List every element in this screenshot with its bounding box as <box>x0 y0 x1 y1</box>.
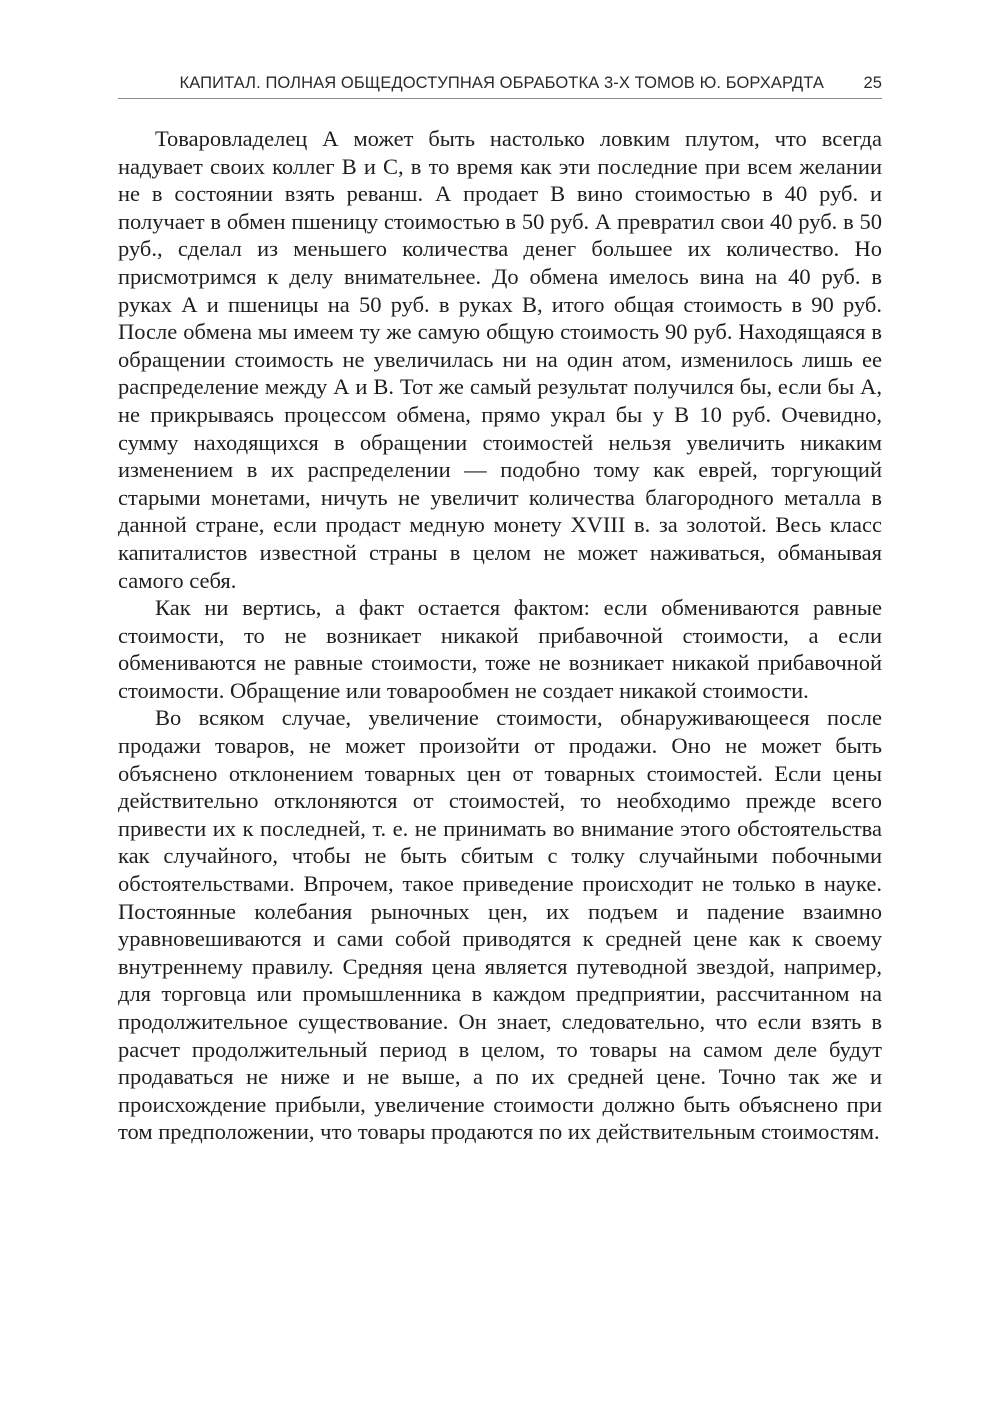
body-text <box>118 125 882 1146</box>
paragraph: Товаровладелец А может быть настолько ловким плутом, что всегда надувает своих коллег В и С, в то время как эти последние при всем желании не в состоянии взять реванш. А продает В вино стоимостью в 40 руб. и получает в обмен пшеницу стоимостью в 50 руб. А превратил свои 40 руб. в 50 руб., сделал из меньшего количества денег большее их количество. Но присмотримся к делу внимательнее. До обмена имелось вина на 40 руб. в руках А и пшеницы на 50 руб. в руках В, итого общая стоимость в 90 руб. После обмена мы имеем ту же самую общую стоимость 90 руб. Находящаяся в обращении стоимость не увеличилась ни на один атом, изменилось лишь ее распределение между А и В. Тот же самый результат получился бы, если бы А, не прикрываясь процессом обмена, прямо украл бы у В 10 руб. Очевидно, сумму находящихся в обращении стоимостей нельзя увеличить никаким изменением в их распределении — подобно тому как еврей, торгующий старыми монетами, ничуть не увеличит количества благородного металла в данной стране, если продаст медную монету XVIII в. за золотой. Весь класс капиталистов известной страны в целом не может наживаться, обманывая самого себя. <box>118 126 882 593</box>
paragraph: Во всяком случае, увеличение стоимости, обнаруживающееся после продажи товаров, не может произойти от продажи. Оно не может быть объяснено отклонением товарных цен от товарных стоимостей. Если цены действительно отклоняются от стоимостей, то необходимо прежде всего привести их к последней, т. е. не принимать во внимание этого обстоятельства как случайного, чтобы не быть сбитым с толку случайными побочными обстоятельствами. Впрочем, такое приведение происходит не только в науке. Постоянные колебания рыночных цен, их подъем и падение взаимно уравновешиваются и сами собой приводятся к средней цене как к своему внутреннему правилу. Средняя цена является путеводной звездой, например, для торговца или промышленника в каждом предприятии, рассчитанном на продолжительное существование. Он знает, следовательно, что если взять в расчет продолжительный период в целом, то товары на самом деле будут продаваться не ниже и не выше, а по их средней цене. Точно так же и происхождение прибыли, увеличение стоимости должно быть объяснено при том предположении, что товары продаются по их действительным стоимостям. <box>118 705 882 1145</box>
running-header <box>118 72 882 99</box>
running-header-title: КАПИТАЛ. ПОЛНАЯ ОБЩЕДОСТУПНАЯ ОБРАБОТКА 3-Х ТОМОВ Ю. БОРХАРДТА <box>179 74 824 92</box>
page-number: 25 <box>863 74 882 92</box>
paragraph: Как ни вертись, а факт остается фактом: если обмениваются равные стоимости, то не возникает никакой прибавочной стоимости, а если обмениваются не равные стоимости, тоже не возникает никакой прибавочной стоимости. Обращение или товарообмен не создает никакой стоимости. <box>118 595 882 703</box>
